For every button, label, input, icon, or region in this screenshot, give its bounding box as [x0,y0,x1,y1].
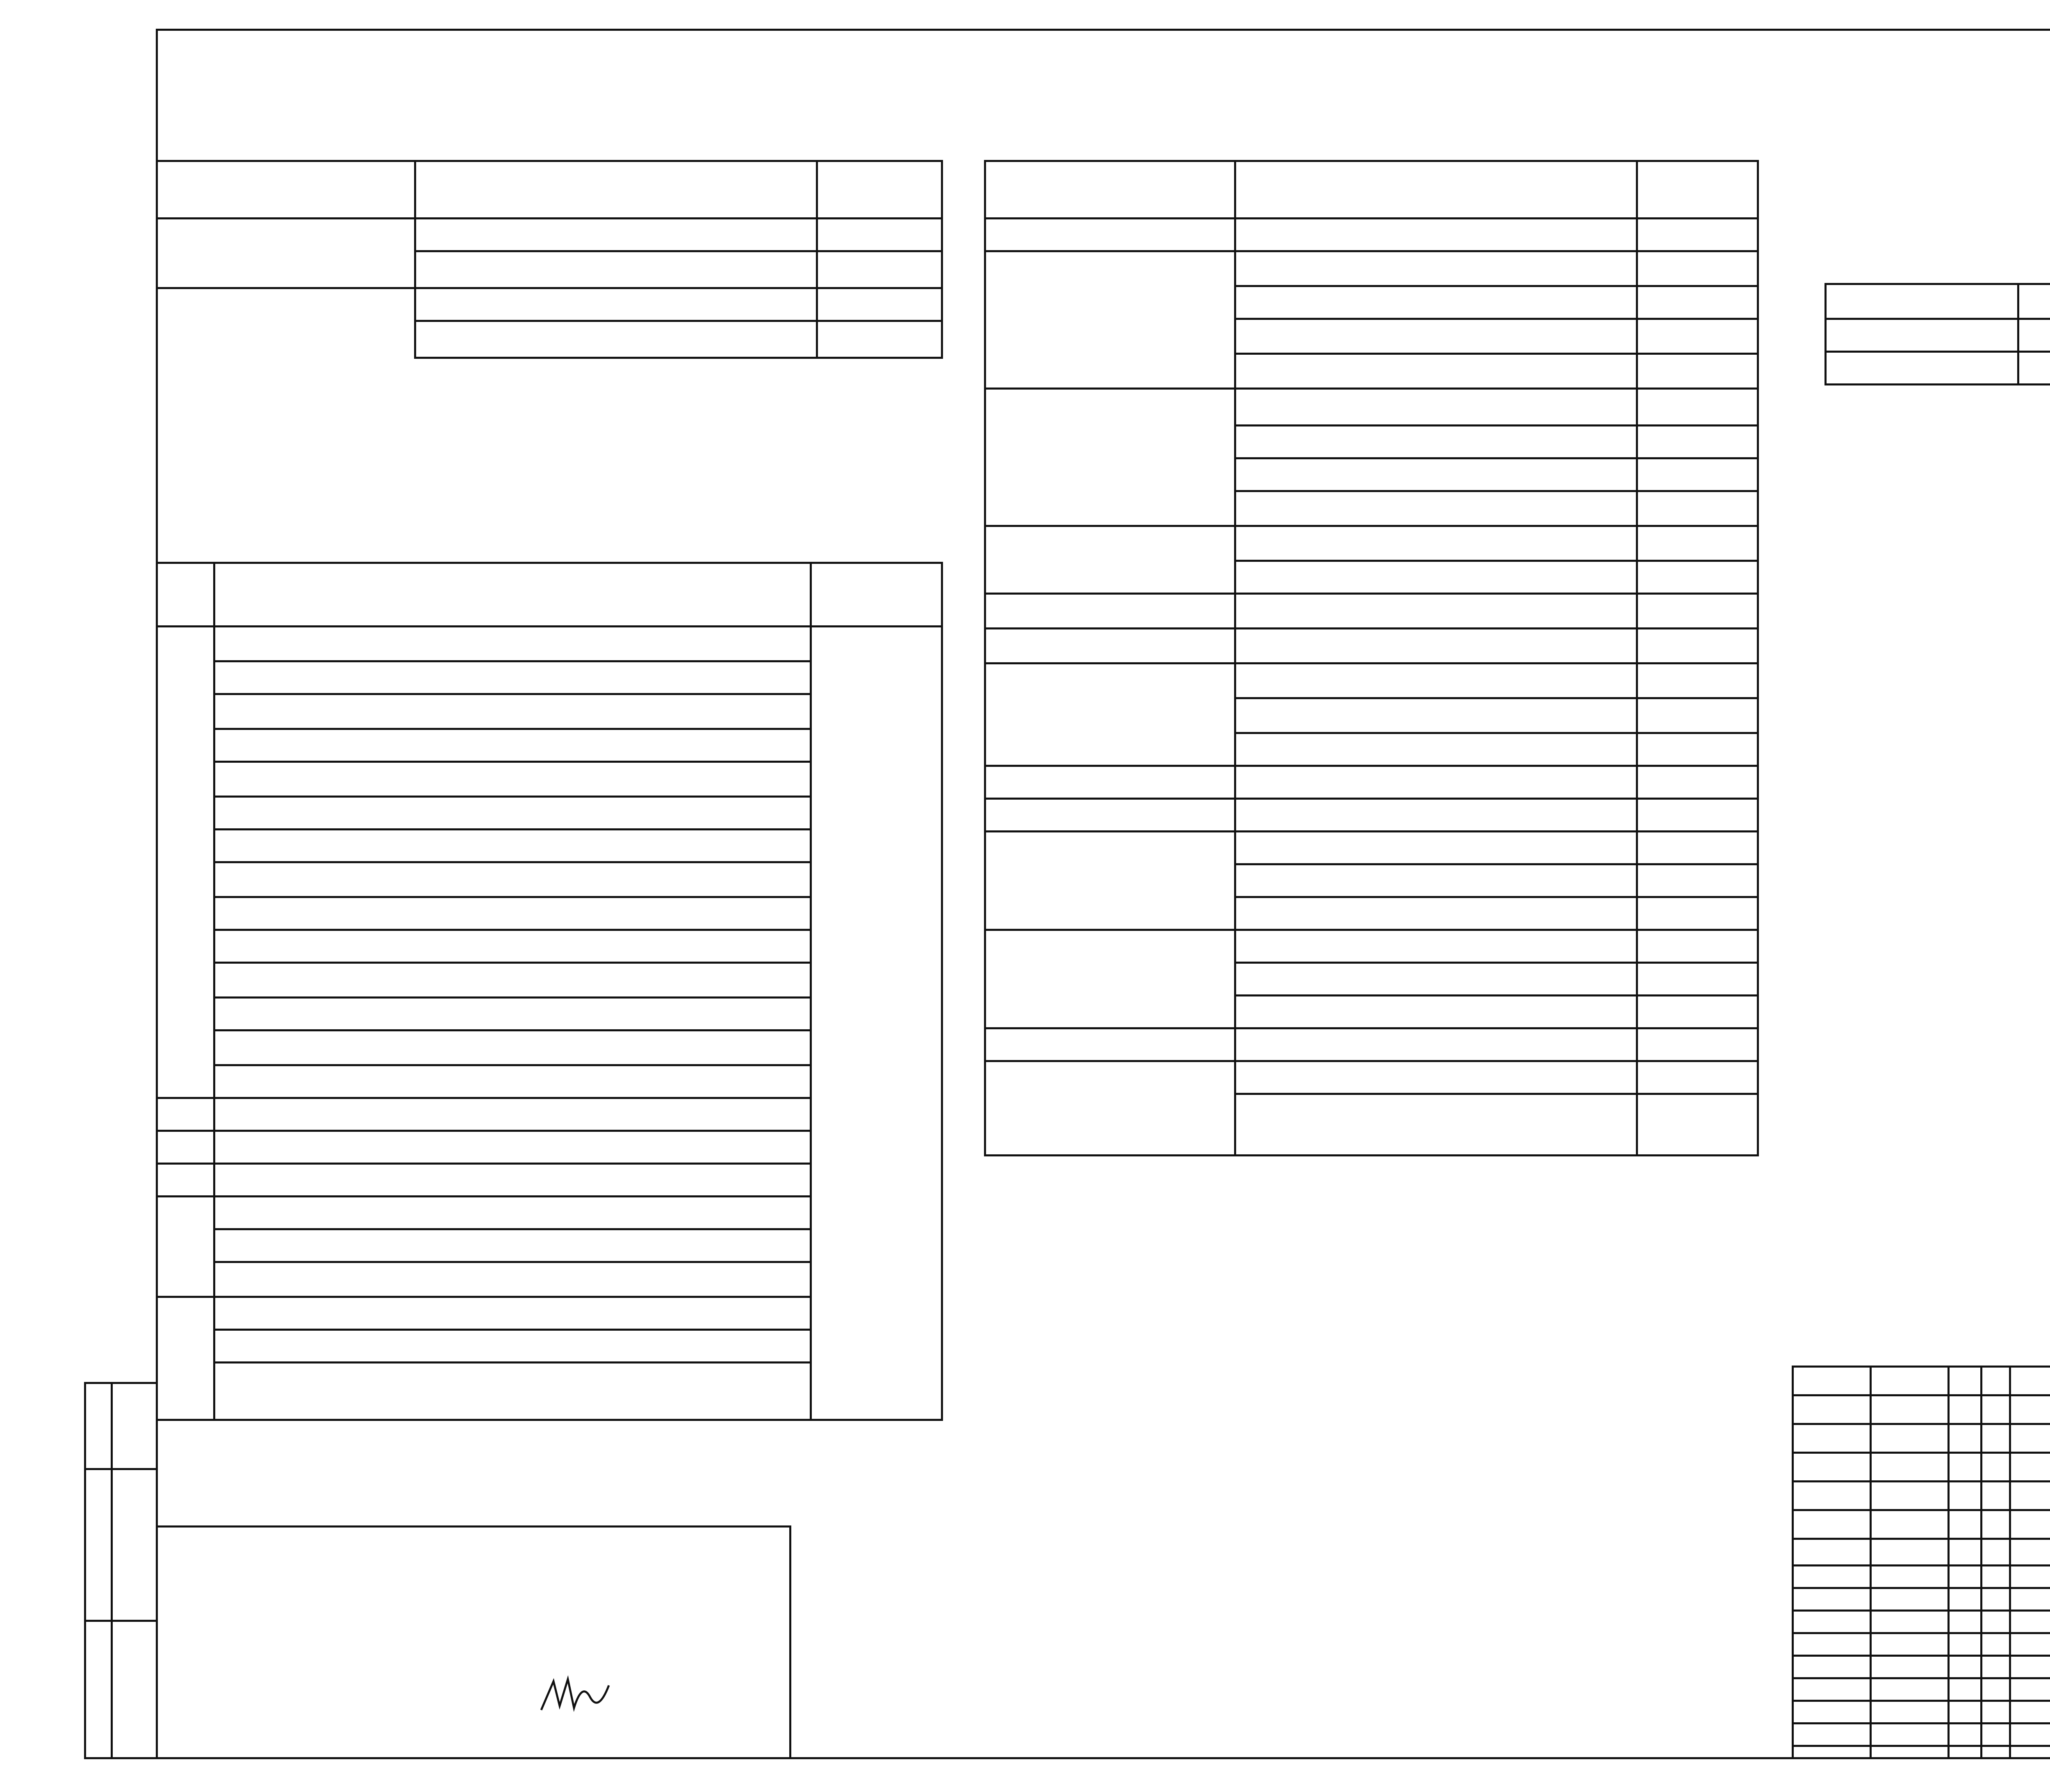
sheet-row-4-rule-3 [213,896,810,898]
att-3-rule-1 [984,830,1759,832]
refdocs-rule-s2 [984,662,1759,664]
att-5-rule-3 [984,1027,1759,1029]
basic-sets-line-r3 [414,320,943,322]
att-1-rule-2 [1234,732,1759,734]
att-5-rule-2 [1234,994,1759,996]
tb-h-1 [1792,1394,2050,1396]
sheet-row-3-rule-2 [213,796,810,798]
tb-h-2 [1792,1423,2050,1425]
tb-h-11 [1792,1655,2050,1657]
refdocs-line-header [984,217,1759,219]
tb-h-12 [1792,1677,2050,1679]
att-4-rule-2 [1234,896,1759,898]
att-1-rule-1 [1234,697,1759,699]
refdocs-line-bottom [984,1154,1759,1156]
sheet-row-11-rule-1 [213,1228,810,1230]
basic-sets-line-r1 [414,250,943,252]
sheet-row-6-rule-1 [213,1029,810,1031]
sheet-row-3-rule-1 [213,761,810,763]
sheet-row-4-rule-1 [213,828,810,830]
sheets-line-bottom [156,1419,943,1421]
basic-sets-vline-1 [414,160,416,359]
tb-h-10 [1792,1632,2050,1634]
ref-1-rule-3 [1234,353,1759,355]
refdocs-rule-s1 [984,250,1759,252]
att-1-rule-3 [984,765,1759,767]
sheet-row-10-rule-1 [156,1195,810,1197]
frame-top-line [156,29,2050,31]
sheet-row-12-rule-2 [213,1361,810,1363]
ref-1-rule-1 [1234,285,1759,287]
load-table-v1 [2017,283,2019,385]
sheets-vline-2 [810,562,812,1421]
load-table-row-rule [1824,351,2050,353]
att-4-rule-3 [984,929,1759,931]
load-table [1824,283,2050,385]
tb-h-14 [1792,1722,2050,1724]
basic-sets-line-bottom [414,357,943,359]
load-table-header-rule [1824,318,2050,320]
frame-bottom-line [156,1757,2050,1759]
tb-h-7 [1792,1564,2050,1566]
refdocs-vline-2 [1636,160,1638,1156]
sheet-row-12-rule-1 [213,1329,810,1331]
ref-2-rule-4 [984,525,1759,527]
tb-h-15 [1792,1745,2050,1747]
refdocs-line-top [984,160,1759,162]
att-2-rule-1 [984,798,1759,800]
stamp-h-1 [84,1468,158,1470]
sheet-row-8-rule-1 [156,1130,810,1132]
basic-sets-line-r2 [156,287,943,289]
att-4-rule-1 [1234,863,1759,865]
sheets-vline-1 [213,562,215,1421]
sheet-row-1-rule-1 [213,660,810,662]
basic-sets-line-top [156,160,943,162]
sheet-row-7-rule-1 [156,1097,810,1099]
att-5-rule-1 [1234,962,1759,964]
sheet-row-5-rule-1 [213,929,810,931]
basic-sets-vline-3 [941,160,943,359]
approval-signature-mark [537,1673,615,1718]
sheets-vline-3 [941,562,943,1421]
sheet-row-11-rule-2 [213,1261,810,1263]
ref-3-rule-2 [984,593,1759,595]
refdocs-vline-right [1757,160,1759,1156]
margin-stamp-strip [84,1382,158,1759]
sheet-row-5-rule-2 [213,962,810,964]
ref-2-rule-1 [1234,424,1759,426]
sheets-line-header [156,625,943,627]
sheet-row-5-rule-3 [213,996,810,999]
att-6-rule-1 [1234,1093,1759,1095]
sheet-row-11-rule-3 [156,1296,810,1298]
ref-1-rule-4 [984,388,1759,390]
approval-box-top [156,1525,791,1528]
tb-h-6 [1792,1538,2050,1540]
tb-h-8 [1792,1587,2050,1589]
sheets-line-top [156,562,943,564]
sheet-row-2-rule-2 [213,728,810,730]
tb-h-5 [1792,1509,2050,1511]
sheet-row-4-rule-2 [213,861,810,863]
basic-sets-line-header [156,217,943,219]
sheet-row-9-rule-1 [156,1163,810,1165]
tb-h-9 [1792,1610,2050,1612]
stamp-h-2 [84,1620,158,1622]
ref-2-rule-3 [1234,490,1759,492]
stamp-divider-1 [111,1382,113,1759]
att-blank-rule [984,1060,1759,1062]
ref-blank-rule [984,627,1759,629]
ref-3-rule-1 [1234,560,1759,562]
approval-box-right [789,1525,791,1759]
basic-sets-vline-2 [816,160,818,359]
tb-h-3 [1792,1452,2050,1454]
tb-h-13 [1792,1700,2050,1702]
refdocs-vline-1 [1234,160,1236,1156]
refdocs-vline-left [984,160,986,1156]
sheet-row-2-rule-1 [213,693,810,695]
ref-1-rule-2 [1234,318,1759,320]
ref-2-rule-2 [1234,457,1759,459]
tb-h-4 [1792,1480,2050,1482]
sheet-row-6-rule-2 [213,1064,810,1066]
